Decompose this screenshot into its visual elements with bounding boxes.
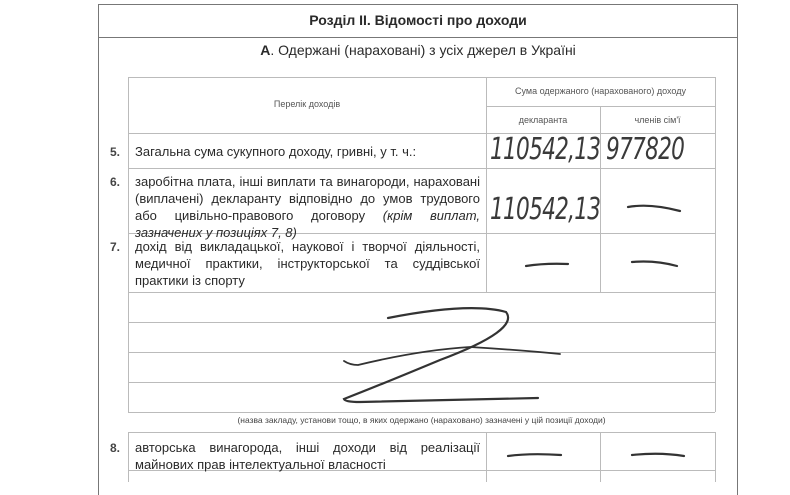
z-cancel-mark xyxy=(344,308,538,402)
header-sum-title: Сума одержаного (нарахованого) доходу xyxy=(514,86,686,96)
dash-stroke xyxy=(632,454,684,456)
institution-caption: (назва закладу, установи тощо, в яких одержано (нараховано) зазначені у цій позиції доходи) xyxy=(237,415,606,425)
subsection-letter: А xyxy=(260,42,271,58)
dash-stroke xyxy=(526,264,568,266)
row-number: 7. xyxy=(110,240,121,254)
dash-stroke xyxy=(632,262,677,267)
handwritten-family-value: 977820 xyxy=(606,132,685,167)
dash-stroke xyxy=(628,206,680,211)
dash-stroke xyxy=(508,454,561,456)
row-label: авторська винагорода, інші доходи від реалізації майнових прав інтелектуальної власності xyxy=(135,440,480,472)
row-label: заробітна плата, інші виплати та винагороди, нараховані (виплачені) декларанту відповідно до умов трудового або цивільно-правового договору (крім виплат, зазначених у позиціях 7, 8) xyxy=(135,174,480,240)
row-number: 8. xyxy=(110,441,121,455)
row-label: Загальна сума сукупного доходу, гривні, у т. ч.: xyxy=(135,144,417,159)
section-title: Розділ II. Відомості про доходи xyxy=(98,4,738,38)
row-number: 6. xyxy=(110,175,121,189)
header-income-list: Перелік доходів xyxy=(273,99,341,109)
handwritten-declarant-value: 110542,13 xyxy=(490,132,601,167)
subsection-text: . Одержані (нараховані) з усіх джерел в Україні xyxy=(270,42,576,58)
handwritten-declarant-value: 110542,13 xyxy=(490,192,601,227)
row-label: дохід від викладацької, наукової і творчої діяльності, медичної практики, інструкторської та суддівської практики із спорту xyxy=(135,239,480,288)
header-declarant: декларанта xyxy=(518,115,568,125)
header-family: членів сім'ї xyxy=(634,115,681,125)
row-number: 5. xyxy=(110,145,121,159)
